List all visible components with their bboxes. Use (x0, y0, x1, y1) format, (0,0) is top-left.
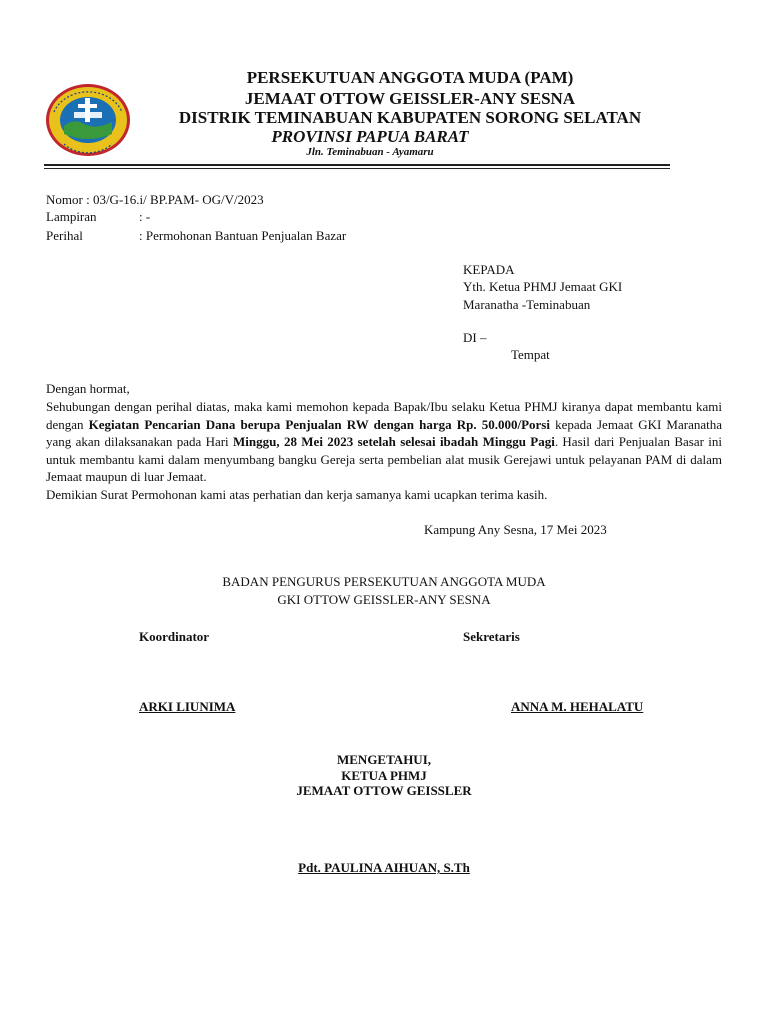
header-address: Jln. Teminabuan - Ayamaru (306, 146, 434, 158)
sekretaris-title: Sekretaris (463, 629, 520, 644)
body-text-2: kepada Jemaat GKI Maranatha yang akan dilaksanakan pada Hari (46, 416, 722, 449)
greeting: Dengan hormat, (46, 381, 130, 396)
ketua-title: KETUA PHMJ (341, 768, 427, 783)
letter-number: Nomor : 03/G-16.i/ BP.PAM- OG/V/2023 (46, 192, 264, 207)
place-date: Kampung Any Sesna, 17 Mei 2023 (424, 522, 607, 537)
body-text-bold-activity: Kegiatan Pencarian Dana berupa Penjualan RW dengan harga Rp. 50.000/Porsi (88, 416, 550, 432)
koordinator-title: Koordinator (139, 629, 210, 644)
closing-sentence: Demikian Surat Permohonan kami atas perhatian dan kerja samanya kami ucapkan terima kasih. (46, 487, 548, 502)
recipient-tempat: Tempat (511, 347, 550, 362)
lampiran-value: : - (139, 209, 151, 224)
church-logo-icon (44, 82, 132, 158)
perihal-label: Perihal (46, 228, 83, 243)
header-congregation: JEMAAT OTTOW GEISSLER-ANY SESNA (244, 89, 576, 108)
header-province: PROVINSI PAPUA BARAT (271, 127, 469, 146)
lampiran-label: Lampiran (46, 209, 97, 224)
perihal-value: : Permohonan Bantuan Penjualan Bazar (139, 228, 347, 243)
header-district: DISTRIK TEMINABUAN KABUPATEN SORONG SELATAN (178, 108, 642, 127)
header-org-name: PERSEKUTUAN ANGGOTA MUDA (PAM) (246, 68, 574, 87)
body-text-1: Sehubungan dengan perihal diatas, maka kami memohon kepada Bapak/Ibu selaku Ketua PHMJ kiranya dapat membantu kami dengan (46, 399, 722, 432)
body-text-bold-date: Minggu, 28 Mei 2023 setelah selesai ibadah Minggu Pagi (233, 434, 555, 449)
header-divider (44, 164, 670, 166)
header-divider-thin (44, 168, 670, 169)
mengetahui-label: MENGETAHUI, (336, 752, 431, 767)
org-title-line1: BADAN PENGURUS PERSEKUTUAN ANGGOTA MUDA (222, 574, 546, 589)
body-text-3: . Hasil dari Penjualan Basar ini untuk membantu kami dalam menyumbang bangku Gereja serta pembelian alat musik Gerejawi untuk pelayanan PAM di dalam Jemaat maupun di luar Jemaat. (46, 434, 723, 484)
ketua-org: JEMAAT OTTOW GEISSLER (296, 783, 472, 798)
recipient-line1: Yth. Ketua PHMJ Jemaat GKI (463, 279, 623, 294)
org-title-line2: GKI OTTOW GEISSLER-ANY SESNA (277, 592, 491, 607)
recipient-kepada: KEPADA (463, 262, 515, 277)
recipient-line2: Maranatha -Teminabuan (463, 297, 591, 312)
recipient-di: DI – (463, 330, 487, 345)
koordinator-name: ARKI LIUNIMA (139, 699, 236, 714)
sekretaris-name: ANNA M. HEHALATU (511, 699, 644, 714)
ketua-name: Pdt. PAULINA AIHUAN, S.Th (298, 860, 470, 875)
body-paragraph (46, 398, 722, 486)
